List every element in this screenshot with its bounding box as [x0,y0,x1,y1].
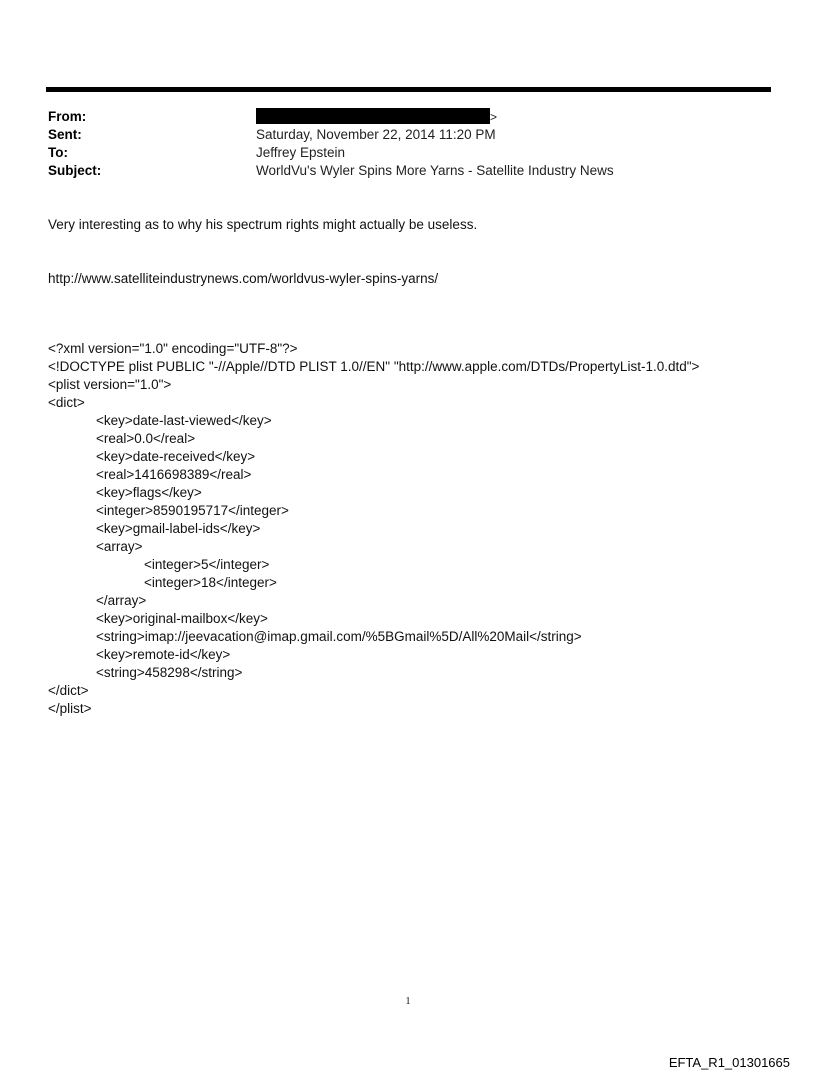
plist-line: </dict> [48,683,89,698]
plist-line: <integer>5</integer> [144,557,270,572]
plist-line: <key>remote-id</key> [96,647,231,662]
plist-line: </array> [96,593,147,608]
to-row [48,144,768,162]
plist-line: <key>flags</key> [96,485,202,500]
plist-line: </plist> [48,701,92,716]
subject-label: Subject: [48,163,102,178]
plist-line: <string>458298</string> [96,665,243,680]
plist-line: <key>date-last-viewed</key> [96,413,272,428]
redaction-bar [256,108,490,124]
plist-line: <plist version="1.0"> [48,377,172,392]
sent-value: Saturday, November 22, 2014 11:20 PM [256,127,496,142]
page-number: 1 [405,995,411,1007]
from-suffix: > [490,110,498,124]
plist-line: <integer>18</integer> [144,575,277,590]
from-label: From: [48,109,87,124]
plist-line: <dict> [48,395,85,410]
message-text: Very interesting as to why his spectrum rights might actually be useless. [48,217,478,232]
to-value: Jeffrey Epstein [256,145,346,160]
subject-value: WorldVu's Wyler Spins More Yarns - Satellite Industry News [256,163,614,178]
plist-line: <integer>8590195717</integer> [96,503,289,518]
plist-line: <array> [96,539,143,554]
plist-line: <key>original-mailbox</key> [96,611,268,626]
plist-line: <string>imap://jeevacation@imap.gmail.com/%5BGmail%5D/All%20Mail</string> [96,629,582,644]
sent-label: Sent: [48,127,82,142]
plist-line: <real>1416698389</real> [96,467,252,482]
to-label: To: [48,145,68,160]
plist-line: <!DOCTYPE plist PUBLIC "-//Apple//DTD PLIST 1.0//EN" "http://www.apple.com/DTDs/PropertyList-1.0.dtd"> [48,359,700,374]
plist-line: <key>gmail-label-ids</key> [96,521,261,536]
header-divider [46,87,771,92]
sent-row [48,126,768,144]
plist-block [48,340,768,718]
bates-stamp: EFTA_R1_01301665 [668,1055,790,1070]
article-link[interactable]: http://www.satelliteindustrynews.com/worldvus-wyler-spins-yarns/ [48,271,439,286]
plist-line: <key>date-received</key> [96,449,256,464]
from-row [48,108,768,126]
plist-line: <real>0.0</real> [96,431,196,446]
plist-line: <?xml version="1.0" encoding="UTF-8"?> [48,341,298,356]
subject-row [48,162,768,180]
from-value [256,108,497,126]
